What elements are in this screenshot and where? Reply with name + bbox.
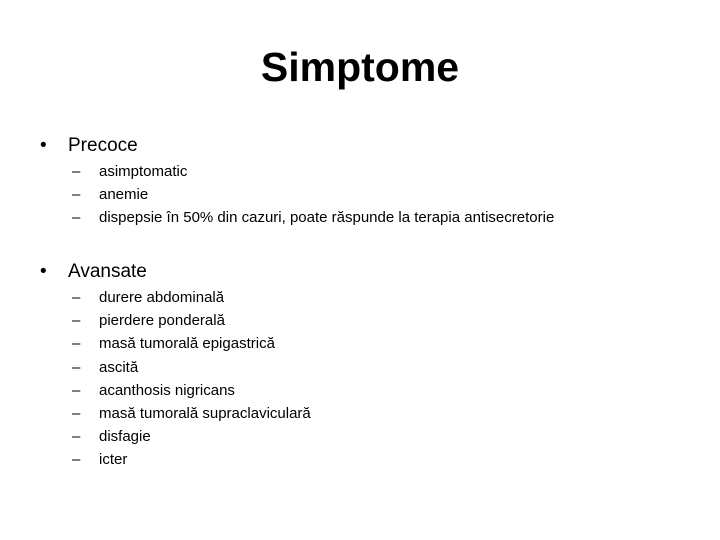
list-item-text: disfagie: [99, 428, 151, 446]
dash-icon: –: [72, 312, 81, 330]
list-item-text: ascită: [99, 358, 139, 376]
section-heading-label: Precoce: [68, 135, 138, 156]
list-item: [0, 206, 720, 229]
list-item: [0, 309, 720, 332]
section-heading-advanced: [0, 259, 720, 285]
dash-icon: –: [72, 451, 81, 469]
dash-icon: –: [72, 163, 81, 180]
symptom-list-advanced: [0, 286, 720, 472]
list-item: [0, 425, 720, 448]
bullet-icon: •: [40, 135, 47, 156]
list-item: [0, 160, 720, 183]
section-heading-label: Avansate: [68, 261, 147, 282]
list-item-text: icter: [99, 451, 128, 469]
dash-icon: –: [72, 209, 81, 227]
symptom-list-early: [0, 160, 720, 230]
list-item: [0, 356, 720, 379]
list-item-text: durere abdominală: [99, 289, 225, 306]
list-item: [0, 402, 720, 425]
slide-title: Simptome: [260, 44, 460, 90]
list-item-text: acanthosis nigricans: [99, 381, 235, 399]
list-item: [0, 379, 720, 402]
list-item-text: asimptomatic: [99, 163, 188, 180]
dash-icon: –: [72, 335, 81, 353]
dash-icon: –: [72, 289, 81, 306]
list-item: [0, 332, 720, 355]
dash-icon: –: [72, 404, 81, 422]
list-item-text: masă tumorală supraclaviculară: [99, 404, 311, 422]
dash-icon: –: [72, 428, 81, 446]
list-item-text: pierdere ponderală: [99, 312, 225, 330]
list-item: [0, 183, 720, 206]
list-item-text: anemie: [99, 186, 149, 204]
list-item-text: dispepsie în 50% din cazuri, poate răspunde la terapia antisecretorie: [99, 209, 555, 227]
list-item-text: masă tumorală epigastrică: [99, 335, 275, 353]
section-heading-early: [0, 133, 720, 159]
list-item: [0, 286, 720, 309]
section-early: [0, 133, 720, 229]
dash-icon: –: [72, 186, 81, 204]
bullet-icon: •: [40, 261, 47, 282]
section-advanced: [0, 259, 720, 471]
dash-icon: –: [72, 381, 81, 399]
list-item: [0, 448, 720, 471]
dash-icon: –: [72, 358, 81, 376]
